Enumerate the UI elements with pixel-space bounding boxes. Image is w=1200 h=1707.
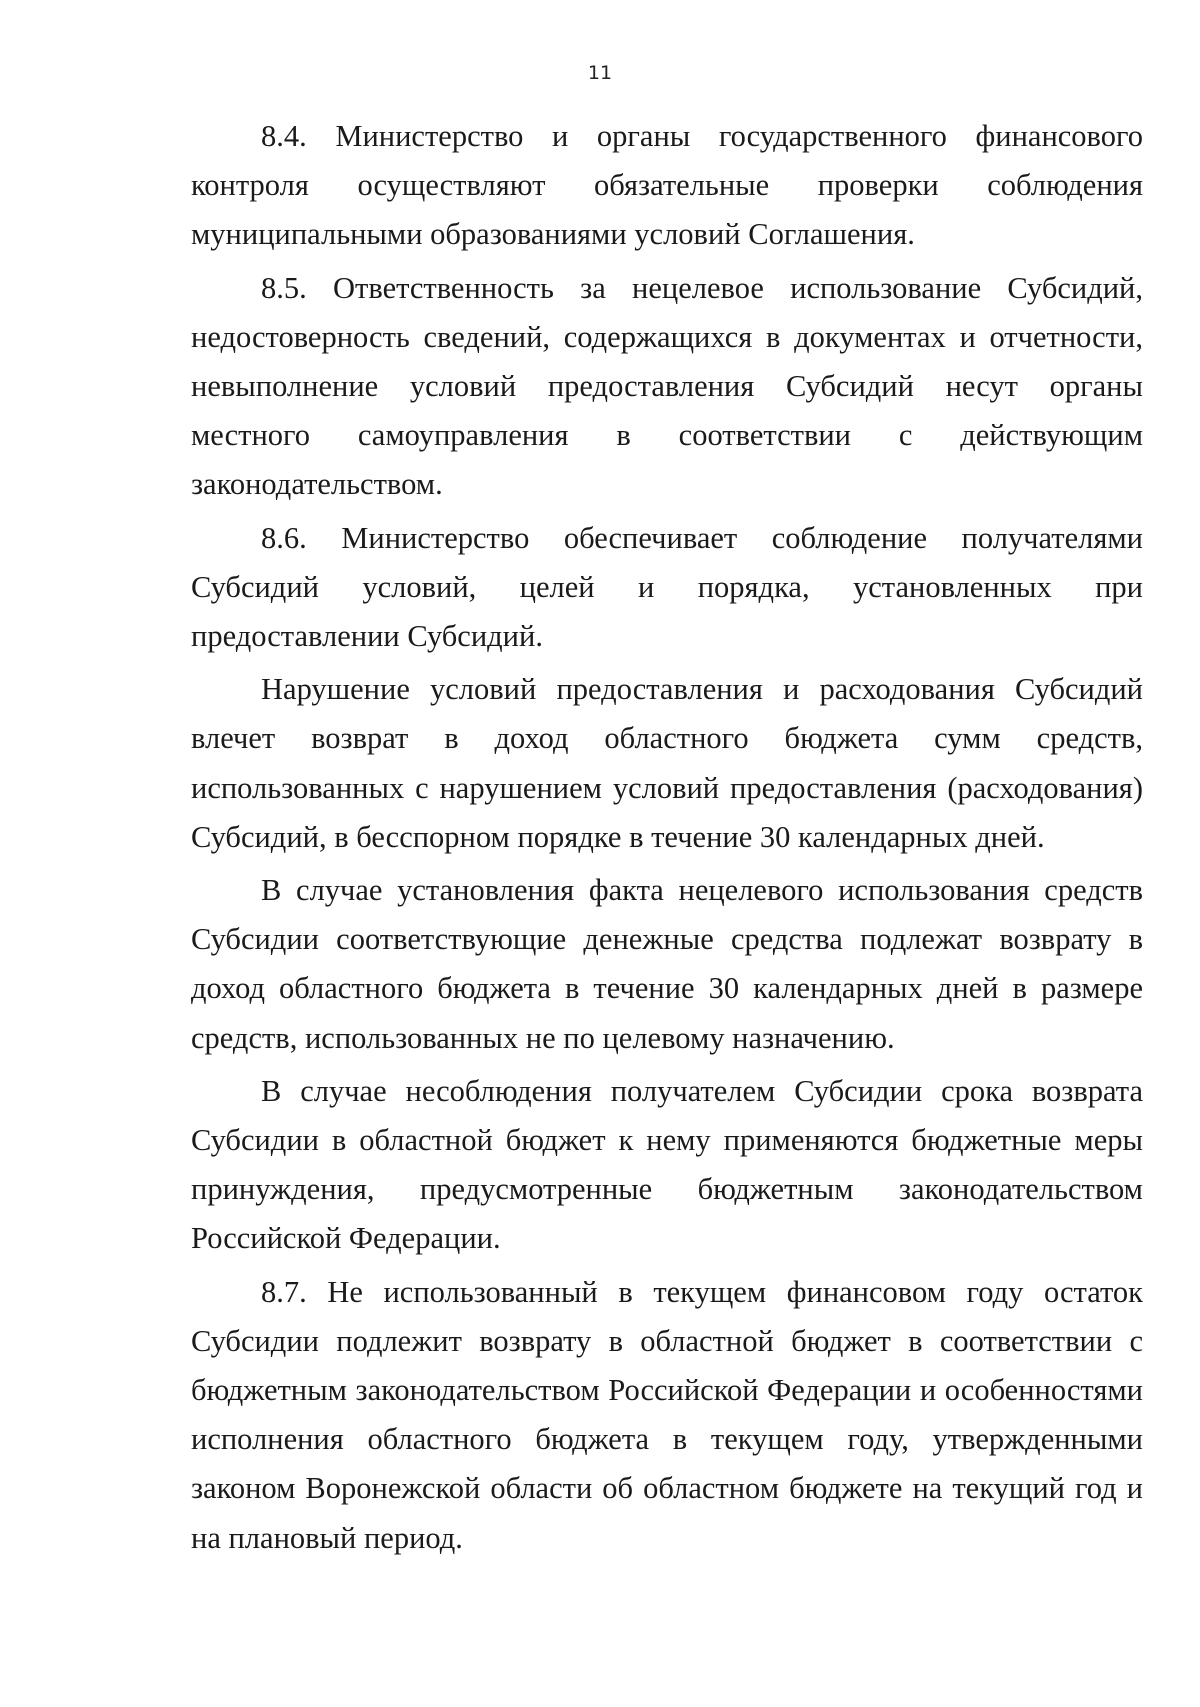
paragraph-8-7: 8.7. Не использованный в текущем финансовом году остаток Субсидии подлежит возврату в областной бюджет в соответствии с бюджетным законодательством Российской Федерации и особенностями исполнения областного бюджета в текущем году, утвержденными законом Воронежской области об областном бюджете на текущий год и на плановый период.: [191, 1274, 1143, 1555]
paragraph-violation: Нарушение условий предоставления и расходования Субсидий влечет возврат в доход областного бюджета сумм средств, использованных с нарушением условий предоставления (расходования) Субсидий, в бесспорном порядке в течение 30 календарных дней.: [191, 672, 1143, 854]
paragraph-non-compliance: В случае несоблюдения получателем Субсидии срока возврата Субсидии в областной бюджет к нему применяются бюджетные меры принуждения, предусмотренные бюджетным законодательством Российской Федерации.: [191, 1073, 1143, 1256]
paragraph-8-4: 8.4. Министерство и органы государственного финансового контроля осуществляют обязательные проверки соблюдения муниципальными образованиями условий Соглашения.: [191, 119, 1143, 252]
paragraph-8-6: 8.6. Министерство обеспечивает соблюдение получателями Субсидий условий, целей и порядка, установленных при предоставлении Субсидий.: [191, 520, 1143, 654]
page-number: 11: [587, 62, 613, 84]
paragraph-8-5: 8.5. Ответственность за нецелевое использование Субсидий, недостоверность сведений, содержащихся в документах и отчетности, невыполнение условий предоставления Субсидий несут органы местного самоуправления в соответствии с действующим законодательством.: [191, 270, 1143, 502]
document-body: [191, 112, 1143, 1563]
paragraph-misuse: В случае установления факта нецелевого использования средств Субсидии соответствующие денежные средства подлежат возврату в доход областного бюджета в течение 30 календарных дней в размере средств, использованных не по целевому назначению.: [191, 873, 1143, 1055]
